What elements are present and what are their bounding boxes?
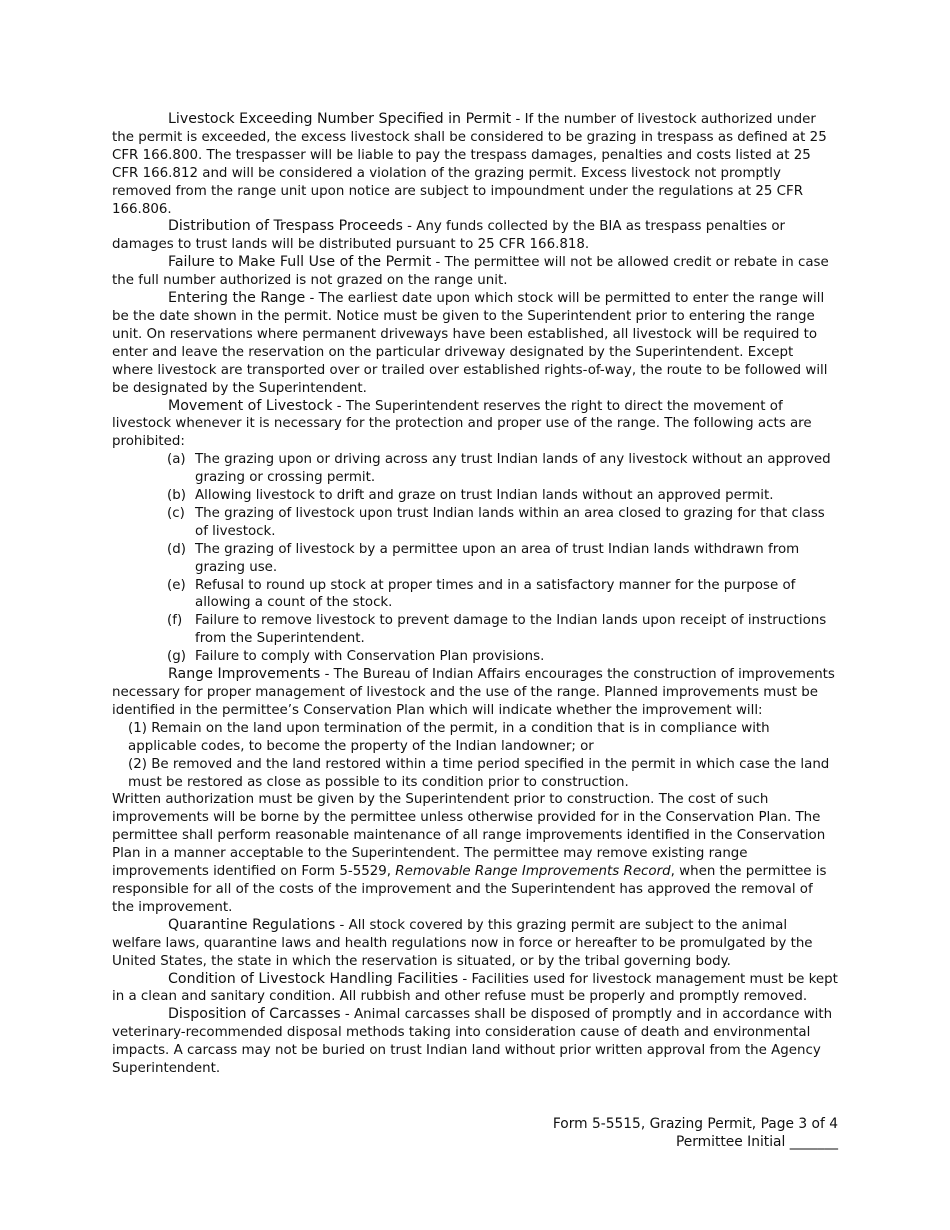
section-livestock-exceeding [112,111,838,218]
written-authorization-paragraph [112,791,838,916]
list-item-label: (b) [167,488,186,504]
list-item-text: The grazing of livestock by a permittee upon an area of trust Indian lands withdrawn from grazing use. [195,541,800,575]
section-heading: Quarantine Regulations [168,916,336,933]
list-item [112,505,838,541]
improvement-option-remain: (1) Remain on the land upon termination of the permit, in a condition that is in compliance with applicable codes, to become the property of the Indian landowner; or [128,720,770,754]
section-text: - Any funds collected by the BIA as trespass penalties or damages to trust lands will be distributed pursuant to 25 CFR 166.818. [112,219,786,253]
section-text: - The permittee will not be allowed credit or rebate in case the full number authorized is not grazed on the range unit. [112,255,829,289]
written-authorization-text: Written authorization must be given by the Superintendent prior to construction. The cost of such improvements will be borne by the permittee unless otherwise provided for in the Conservation Plan. The permittee shall perform reasonable maintenance of all range improvements identified in the Conservation Plan in a manner acceptable to the Superintendent. The permittee may remove existing range improvements identified on Form 5-5529, [112,792,826,880]
written-authorization-text-end: , when the permittee is responsible for all of the costs of the improvement and the Superintendent has approved the removal of the improvement. [112,864,827,915]
section-text: - The earliest date upon which stock will be permitted to enter the range will be the date shown in the permit. Notice must be given to the Superintendent prior to entering the range unit. On reservations where permanent driveways have been established, all livestock will be required to enter and leave the reservation on the particular driveway designated by the Superintendent. Except where livestock are transported over or trailed over established rights-of-way, the route to be followed will be designated by the Superintendent. [112,291,828,396]
section-text: - The Bureau of Indian Affairs encourages the construction of improvements necessary for proper management of livestock and the use of the range. Planned improvements must be identified in the permittee’s Conservation Plan which will indicate whether the improvement will: [112,667,835,718]
list-item-text: Allowing livestock to drift and graze on trust Indian lands without an approved permit. [195,488,774,504]
document-body [112,111,838,1078]
footer-permittee-initial: Permittee Initial _______ [675,1134,838,1150]
section-movement [112,398,838,452]
list-item-label: (e) [167,577,186,593]
section-entering-range [112,290,838,397]
section-failure-full-use [112,254,838,290]
list-item [112,451,838,487]
section-heading: Condition of Livestock Handling Facilities [168,970,459,987]
list-item-label: (d) [167,541,186,557]
section-text: - Animal carcasses shall be disposed of promptly and in accordance with veterinary-recommended disposal methods taking into consideration cause of death and environmental impacts. A carcass may not be buried on trust Indian land without prior written approval from the Agency Superintendent. [112,1007,833,1077]
page-footer [553,1115,838,1151]
section-carcasses [112,1006,838,1078]
section-heading: Failure to Make Full Use of the Permit [168,254,432,271]
section-quarantine [112,917,838,971]
list-item [112,577,838,613]
prohibited-acts-list [112,451,838,666]
footer-form-line: Form 5-5515, Grazing Permit, Page 3 of 4 [552,1116,838,1132]
list-item-text: The grazing upon or driving across any trust Indian lands of any livestock without an approved grazing or crossing permit. [195,452,831,486]
section-heading: Movement of Livestock [168,397,333,414]
section-text: - All stock covered by this grazing permit are subject to the animal welfare laws, quarantine laws and health regulations now in force or hereafter to be promulgated by the United States, the state in which the reservation is situated, or by the tribal governing body. [112,917,813,969]
list-item [112,648,838,666]
section-handling-facilities [112,971,838,1007]
list-item-text: Refusal to round up stock at proper times and in a satisfactory manner for the purpose of allowing a count of the stock. [195,577,796,611]
form-title-italic: Removable Range Improvements Record [395,864,671,880]
section-text: - Facilities used for livestock management must be kept in a clean and sanitary condition. All rubbish and other refuse must be properly and promptly removed. [112,971,838,1005]
section-heading: Entering the Range [168,290,306,307]
list-item-text: Failure to comply with Conservation Plan provisions. [195,649,545,665]
list-item-label: (f) [167,613,183,629]
list-item-label: (g) [167,649,186,665]
list-item-text: Failure to remove livestock to prevent damage to the Indian lands upon receipt of instructions from the Superintendent. [195,613,827,647]
list-item-text: The grazing of livestock upon trust Indian lands within an area closed to grazing for that class of livestock. [195,505,825,539]
section-heading: Livestock Exceeding Number Specified in Permit [168,111,512,127]
list-item-label: (a) [167,452,186,468]
section-range-improvements [112,666,838,720]
list-item [112,487,838,505]
section-text: - The Superintendent reserves the right to direct the movement of livestock whenever it is necessary for the protection and proper use of the range. The following acts are prohibited: [112,398,812,450]
section-heading: Distribution of Trespass Proceeds [168,218,403,235]
section-distribution [112,218,838,254]
section-heading: Range Improvements [168,666,321,683]
improvement-option-remove: (2) Be removed and the land restored within a time period specified in the permit in which case the land must be restored as close as possible to its condition prior to construction. [128,756,830,790]
list-item [112,541,838,577]
section-heading: Disposition of Carcasses [168,1006,341,1023]
section-text: - If the number of livestock authorized under the permit is exceeded, the excess livestock shall be considered to be grazing in trespass as defined at 25 CFR 166.800. The trespasser will be liable to pay the trespass damages, penalties and costs listed at 25 CFR 166.812 and will be considered a violation of the grazing permit. Excess livestock not promptly removed from the range unit upon notice are subject to impoundment under the regulations at 25 CFR 166.806. [112,112,827,217]
list-item-label: (c) [167,505,185,521]
list-item [112,612,838,648]
